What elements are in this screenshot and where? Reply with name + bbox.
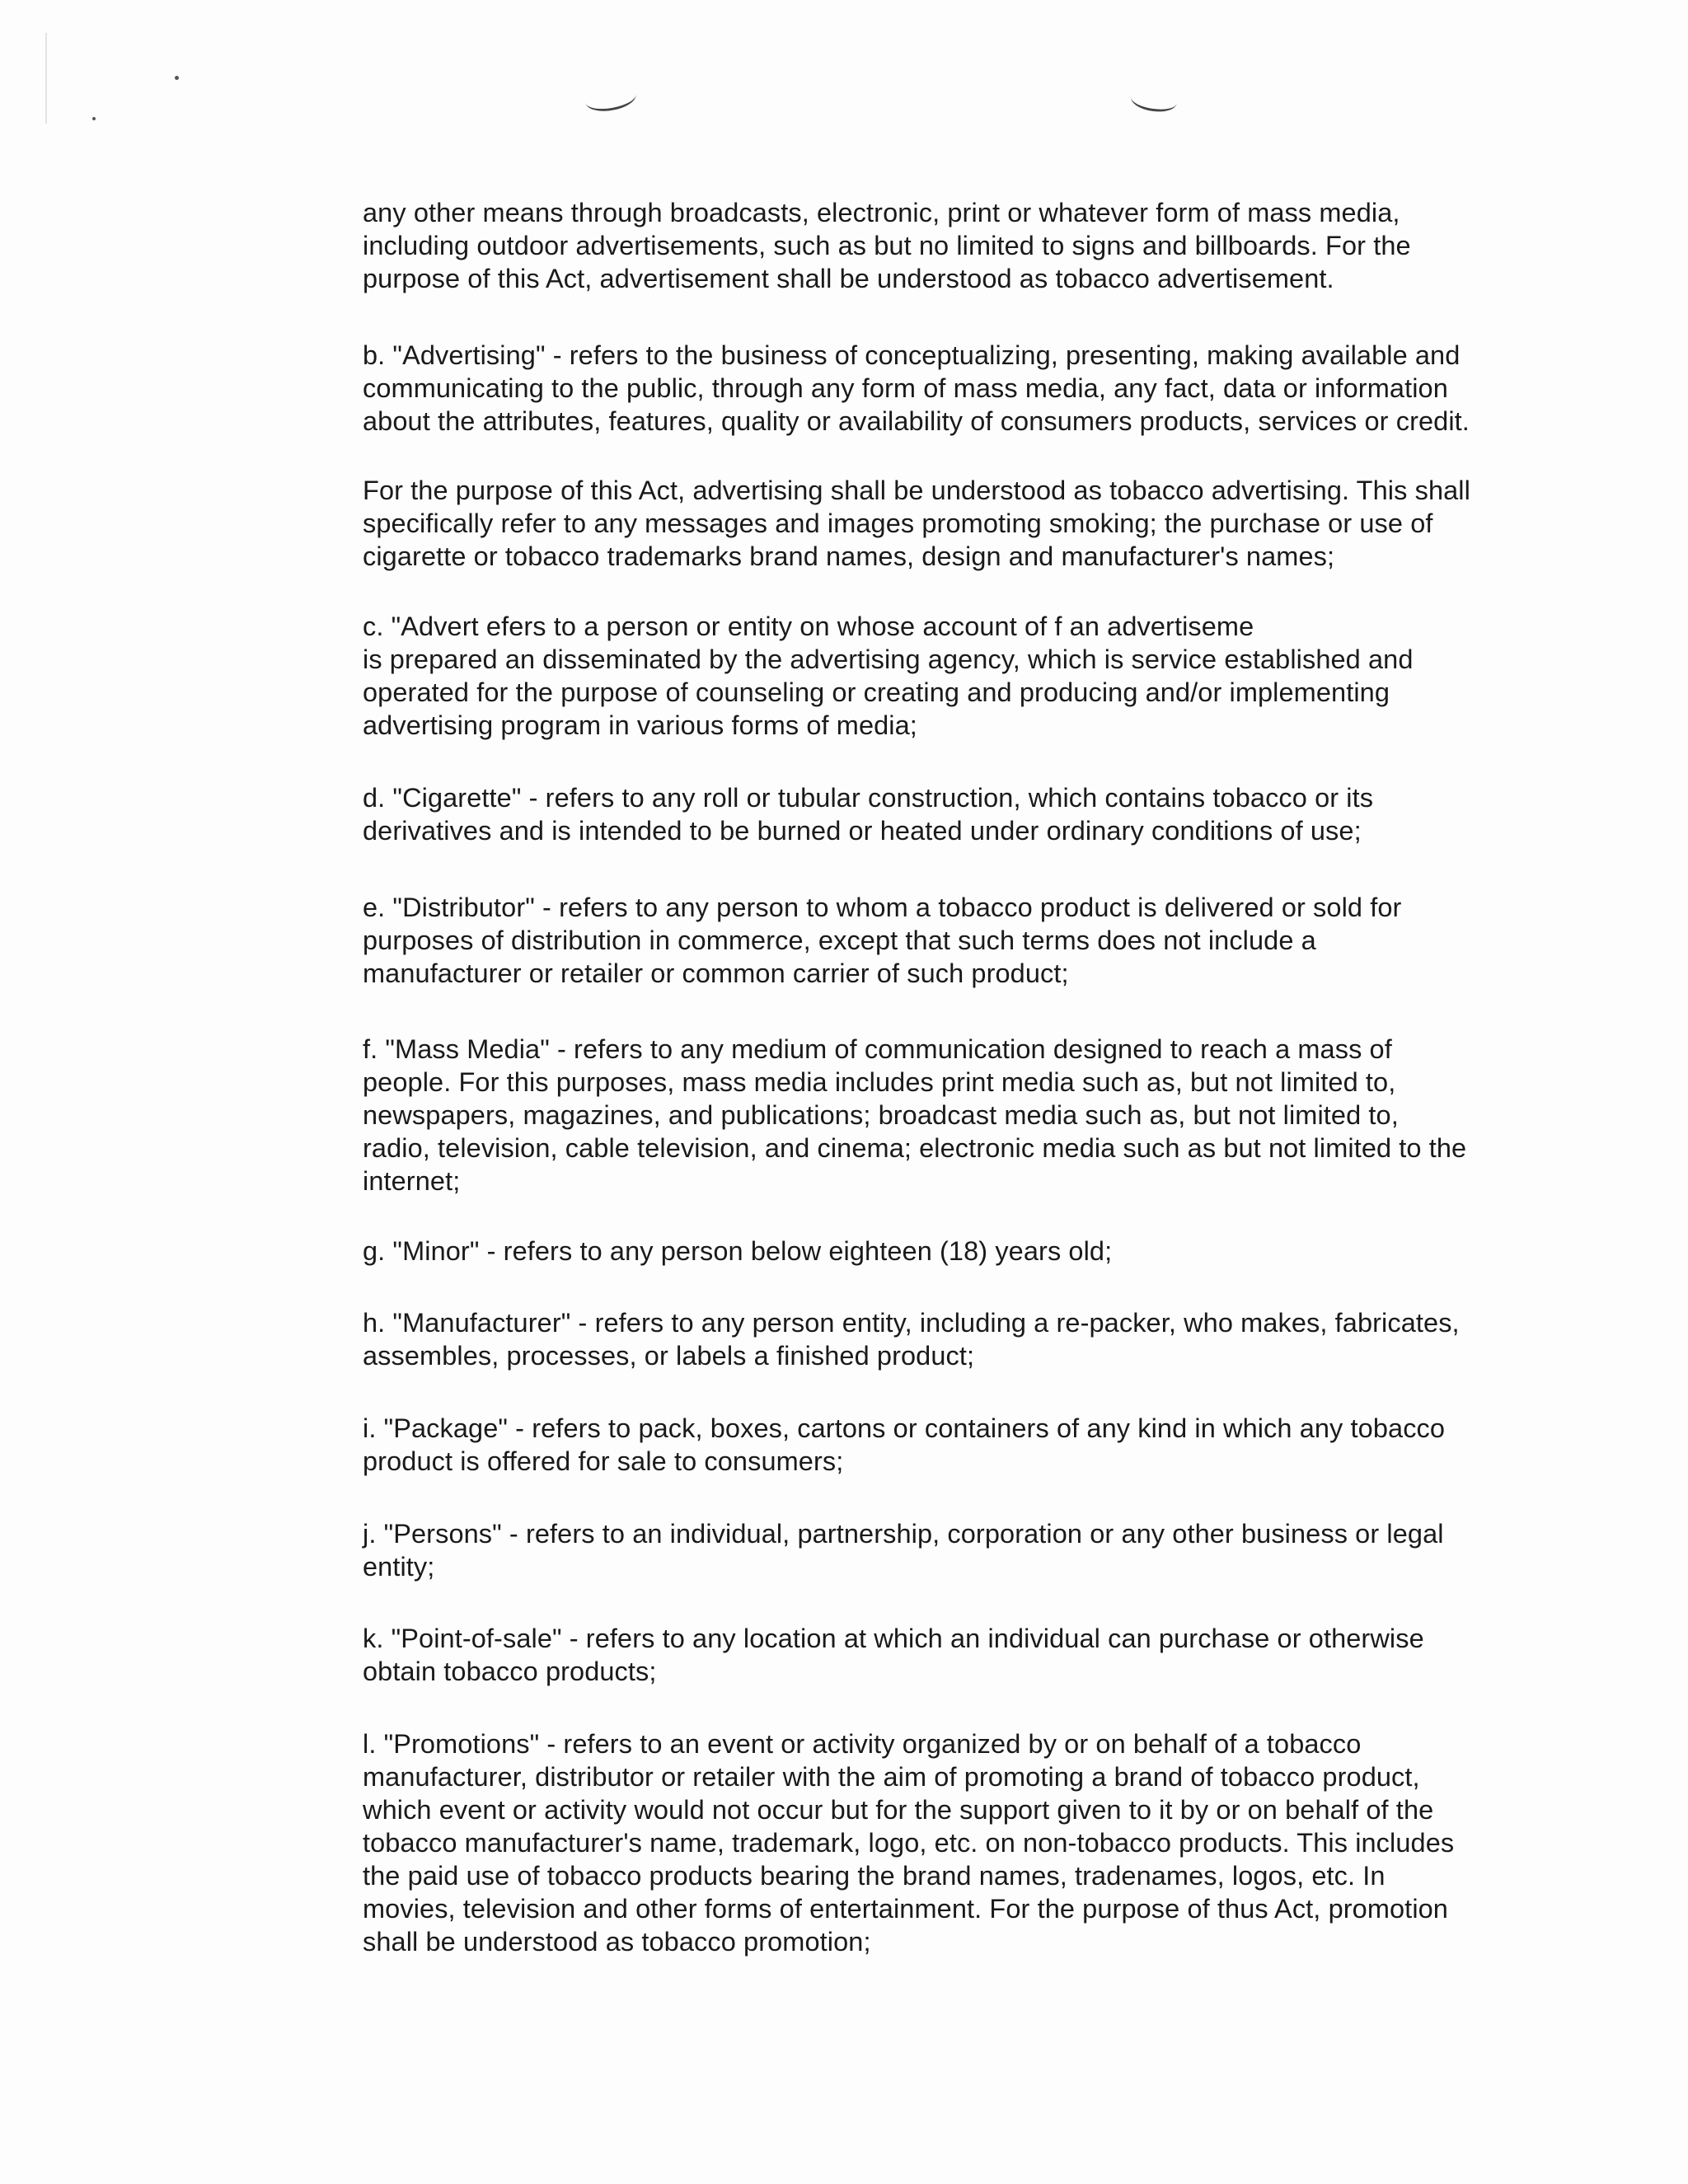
paragraph-definition-advertiser: c. "Advert efers to a person or entity on whose account of f an advertiseme is prepared an disseminated by the advertising agency, which is service established and operated for the purpose of counseling or creating and producing and/or implementing advertising program in various forms of media;: [363, 612, 1414, 740]
paragraph-definition-package: i. "Package" - refers to pack, boxes, cartons or containers of any kind in which any tobacco product is offered for sale to consumers;: [363, 1413, 1446, 1476]
paragraph-definition-advertising: b. "Advertising" - refers to the business of conceptualizing, presenting, making available and communicating to the public, through any form of mass media, any fact, data or information about the attributes, features, quality or availability of consumers products, services or credit.: [363, 340, 1470, 436]
scan-mark-right: [1129, 86, 1178, 115]
paragraph-definition-mass-media: f. "Mass Media" - refers to any medium of communication designed to reach a mass of people. For this purposes, mass media includes print media such as, but not limited to, newspapers, magazines, and publications; broadcast media such as, but not limited to, radio, television, cable television, and cinema; electronic media such as but not limited to the internet;: [363, 1034, 1467, 1196]
paragraph-definition-cigarette: d. "Cigarette" - refers to any roll or tubular construction, which contains tobacco or its derivatives and is intended to be burned or heated under ordinary conditions of use;: [363, 783, 1374, 846]
paragraph-definition-minor: g. "Minor" - refers to any person below eighteen (18) years old;: [363, 1236, 1113, 1266]
scan-edge-line: [45, 33, 47, 124]
scan-mark-left: [584, 82, 638, 115]
paragraph-definition-promotions: l. "Promotions" - refers to an event or activity organized by or on behalf of a tobacco manufacturer, distributor or retailer with the aim of promoting a brand of tobacco product, which event or activity would not occur but for the support given to it by or on behalf of the tobacco manufacturer's name, trademark, logo, etc. on non-tobacco products. This includes the paid use of tobacco products bearing the brand names, tradenames, logos, etc. In movies, television and other forms of entertainment. For the purpose of thus Act, promotion shall be understood as tobacco promotion;: [363, 1729, 1455, 1957]
paragraph-definition-persons: j. "Persons" - refers to an individual, partnership, corporation or any other business or legal entity;: [363, 1519, 1444, 1582]
paragraph-definition-distributor: e. "Distributor" - refers to any person to whom a tobacco product is delivered or sold for purposes of distribution in commerce, except that such terms does not include a manufacturer or retailer or common carrier of such product;: [363, 893, 1402, 988]
paragraph-definition-manufacturer: h. "Manufacturer" - refers to any person entity, including a re-packer, who makes, fabricates, assembles, processes, or labels a finished product;: [363, 1308, 1460, 1371]
paragraph-advertising-purpose: For the purpose of this Act, advertising shall be understood as tobacco advertising. This shall specifically refer to any messages and images promoting smoking; the purchase or use of cigarette or tobacco trademarks brand names, design and manufacturer's names;: [363, 476, 1470, 571]
paragraph-definition-point-of-sale: k. "Point-of-sale" - refers to any location at which an individual can purchase or otherwise obtain tobacco products;: [363, 1624, 1424, 1686]
scan-speck: [92, 117, 96, 120]
paragraph-advertisement-continued: any other means through broadcasts, electronic, print or whatever form of mass media, including outdoor advertisements, such as but no limited to signs and billboards. For the purpose of this Act, advertisement shall be understood as tobacco advertisement.: [363, 198, 1411, 293]
scan-speck: [175, 76, 179, 80]
